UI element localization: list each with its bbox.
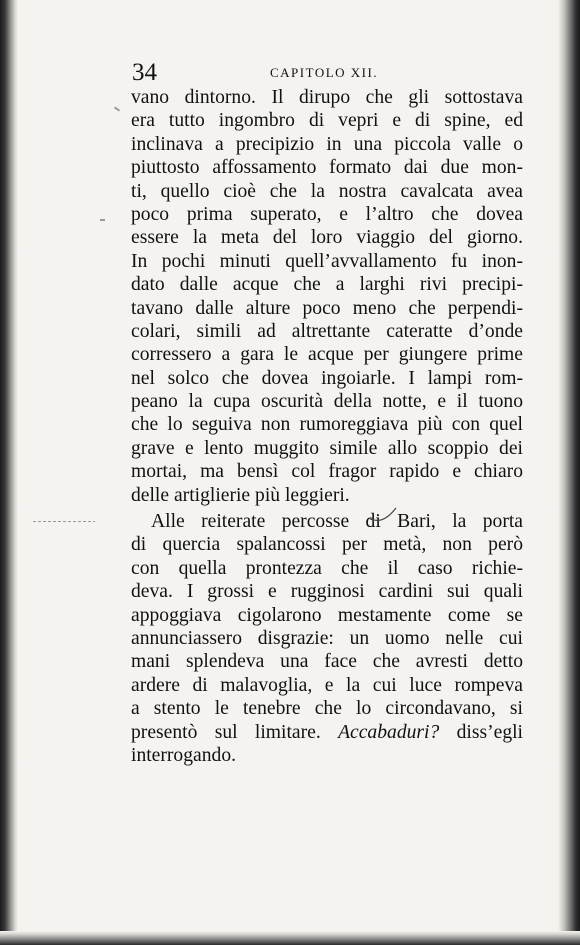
ink-flourish <box>368 505 398 523</box>
text-line: vano dintorno. Il dirupo che gli sottostava <box>131 87 523 108</box>
page-bottom-edge <box>0 931 580 945</box>
margin-speck <box>100 219 105 221</box>
text-line: In pochi minuti quell’avvallamento fu inon- <box>131 250 523 272</box>
text-line: annunciassero disgrazie: un uomo nelle cui <box>131 627 523 649</box>
text-line-mixed <box>131 721 523 744</box>
text-line: delle artiglierie più leggieri. <box>131 484 350 506</box>
page-number: 34 <box>132 59 157 86</box>
text-line: poco prima superato, e l’altro che dovea <box>131 203 523 225</box>
text-line: con quella prontezza che il caso richie- <box>131 557 523 579</box>
text-line: piuttosto affossamento formato dai due mon- <box>131 157 523 179</box>
text-line: essere la meta del loro viaggio del giorno. <box>131 227 523 249</box>
text-line: colari, simili ad altrettante cateratte d’onde <box>131 320 523 342</box>
body-text <box>131 86 523 767</box>
text-line: peano la cupa oscurità della notte, e il tuono <box>131 391 523 413</box>
margin-speck <box>114 106 120 111</box>
text-line: di quercia spalancossi per metà, non però <box>131 534 523 556</box>
text-line: dato dalle acque che a larghi rivi precipi- <box>131 274 523 296</box>
text-line: deva. I grossi e rugginosi cardini sui quali <box>131 581 523 603</box>
text-line: ti, quello cioè che la nostra cavalcata avea <box>131 180 523 202</box>
text-line: mortai, ma bensì col fragor rapido e chiaro <box>131 461 523 483</box>
text-line: interrogando. <box>131 744 237 766</box>
text-line: era tutto ingombro di vepri e di spine, ed <box>131 110 523 132</box>
text-line: a stento le tenebre che lo circondavano, si <box>131 698 523 720</box>
running-head: CAPITOLO XII. <box>270 65 379 80</box>
text-line: corressero a gara le acque per giungere prime <box>131 344 523 366</box>
text-line: inclinava a precipizio in una piccola valle o <box>131 133 523 155</box>
text-run: diss’egli <box>439 721 524 743</box>
text-line: grave e lento muggito simile allo scoppio dei <box>131 437 523 459</box>
italic-word: Accabaduri? <box>338 721 440 743</box>
text-line: appoggiava cigolarono mestamente come se <box>131 604 523 626</box>
text-run: presentò sul limitare. <box>131 721 339 743</box>
margin-rule-smudge <box>33 521 95 522</box>
text-line: Alle reiterate percosse di Bari, la porta <box>151 511 523 533</box>
page-right-edge <box>558 0 580 945</box>
page-left-edge <box>0 0 18 945</box>
text-line: ardere di malavoglia, e la cui luce rompeva <box>131 674 523 696</box>
text-line: che lo seguiva non rumoreggiava più con quel <box>131 414 523 436</box>
text-line: mani splendeva una face che avresti detto <box>131 651 523 673</box>
text-line: nel solco che dovea ingoiarle. I lampi rom- <box>131 367 523 389</box>
text-line: tavano dalle alture poco meno che perpendi- <box>131 297 523 319</box>
